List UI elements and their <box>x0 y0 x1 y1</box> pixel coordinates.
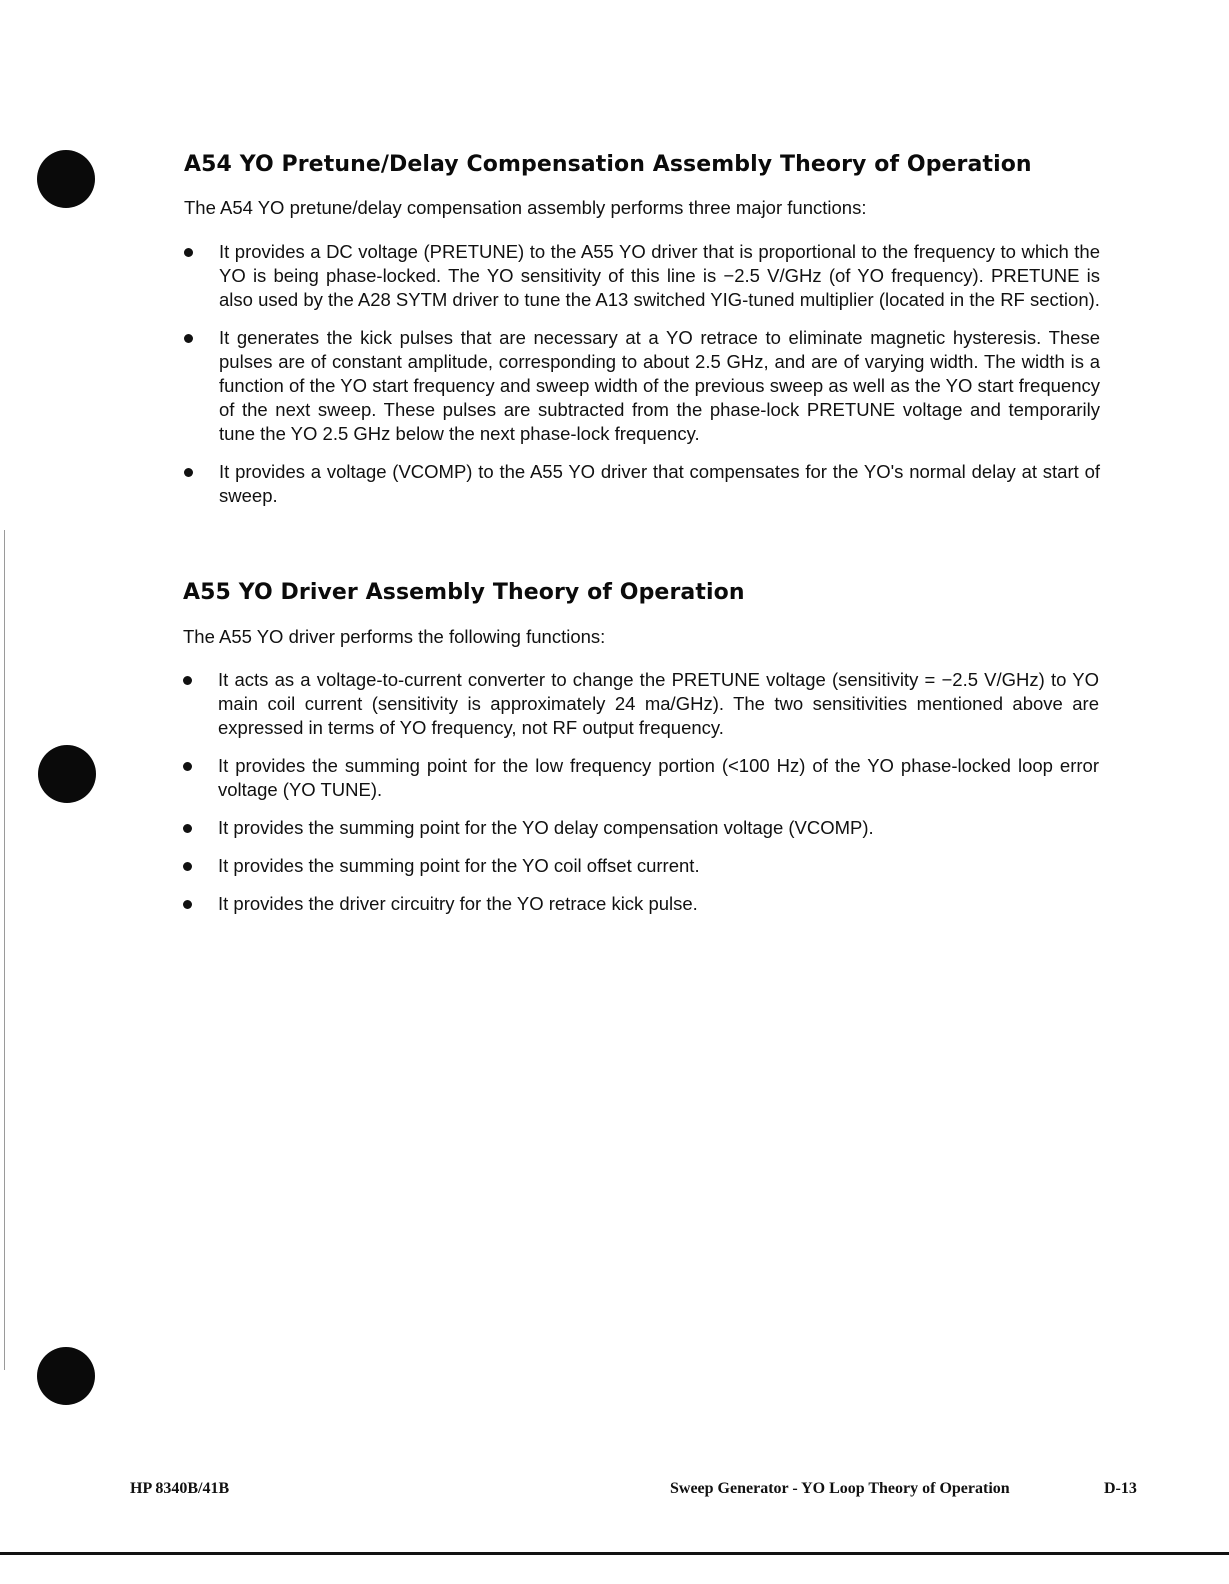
list-item <box>184 326 1100 446</box>
footer-page-number: D-13 <box>1104 1480 1137 1497</box>
list-item-text: It provides a DC voltage (PRETUNE) to the A55 YO driver that is proportional to the frequency to which the YO is being phase-locked. The YO sensitivity of this line is −2.5 V/GHz (of YO frequency). PRETUNE is also used by the A28 SYTM driver to tune the A13 switched YIG-tuned multiplier (located in the RF section). <box>219 241 1100 310</box>
list-item-text: It provides a voltage (VCOMP) to the A55 YO driver that compensates for the YO's normal delay at start of sweep. <box>219 461 1100 506</box>
bullet-icon <box>184 248 193 257</box>
footer-model: HP 8340B/41B <box>130 1480 230 1497</box>
list-item-text: It provides the summing point for the low frequency portion (<100 Hz) of the YO phase-locked loop error voltage (YO TUNE). <box>218 755 1099 800</box>
list-item <box>184 460 1100 508</box>
list-item-text: It provides the summing point for the YO delay compensation voltage (VCOMP). <box>218 817 874 838</box>
bullet-icon <box>184 468 193 477</box>
list-item-text: It generates the kick pulses that are necessary at a YO retrace to eliminate magnetic hysteresis. These pulses are of constant amplitude, corresponding to about 2.5 GHz, and are of varying width. The width is a function of the YO start frequency and sweep width of the previous sweep as well as the YO start frequency of the next sweep. These pulses are subtracted from the phase-lock PRETUNE voltage and temporarily tune the YO 2.5 GHz below the next phase-lock frequency. <box>219 327 1100 444</box>
footer-rule <box>0 1552 1229 1555</box>
bullet-icon <box>183 862 192 871</box>
page-edge-line <box>4 530 5 1370</box>
bullet-icon <box>183 824 192 833</box>
binder-hole-middle <box>38 745 96 803</box>
list-item <box>183 754 1099 802</box>
list-item <box>183 816 1099 840</box>
footer-chapter-title: Sweep Generator - YO Loop Theory of Operation <box>670 1480 1010 1497</box>
list-item-text: It provides the summing point for the YO coil offset current. <box>218 855 700 876</box>
binder-hole-top <box>37 150 95 208</box>
list-item <box>183 892 1099 916</box>
section1-intro: The A54 YO pretune/delay compensation assembly performs three major functions: <box>184 197 867 218</box>
list-item <box>184 240 1100 312</box>
list-item <box>183 854 1099 878</box>
bullet-icon <box>183 762 192 771</box>
bullet-icon <box>183 900 192 909</box>
list-item <box>183 668 1099 740</box>
list-item-text: It acts as a voltage-to-current converter to change the PRETUNE voltage (sensitivity = −2.5 V/GHz) to YO main coil current (sensitivity is approximately 24 ma/GHz). The two sensitivities mentioned above are expressed in terms of YO frequency, not RF output frequency. <box>218 669 1099 738</box>
section1-bullet-list <box>184 240 1100 508</box>
section2-bullet-list <box>183 668 1099 916</box>
list-item-text: It provides the driver circuitry for the YO retrace kick pulse. <box>218 893 698 914</box>
binder-hole-bottom <box>37 1347 95 1405</box>
section1-heading: A54 YO Pretune/Delay Compensation Assembly Theory of Operation <box>184 152 1032 177</box>
bullet-icon <box>184 334 193 343</box>
section2-intro: The A55 YO driver performs the following functions: <box>183 626 606 647</box>
bullet-icon <box>183 676 192 685</box>
section2-heading: A55 YO Driver Assembly Theory of Operation <box>183 580 745 605</box>
